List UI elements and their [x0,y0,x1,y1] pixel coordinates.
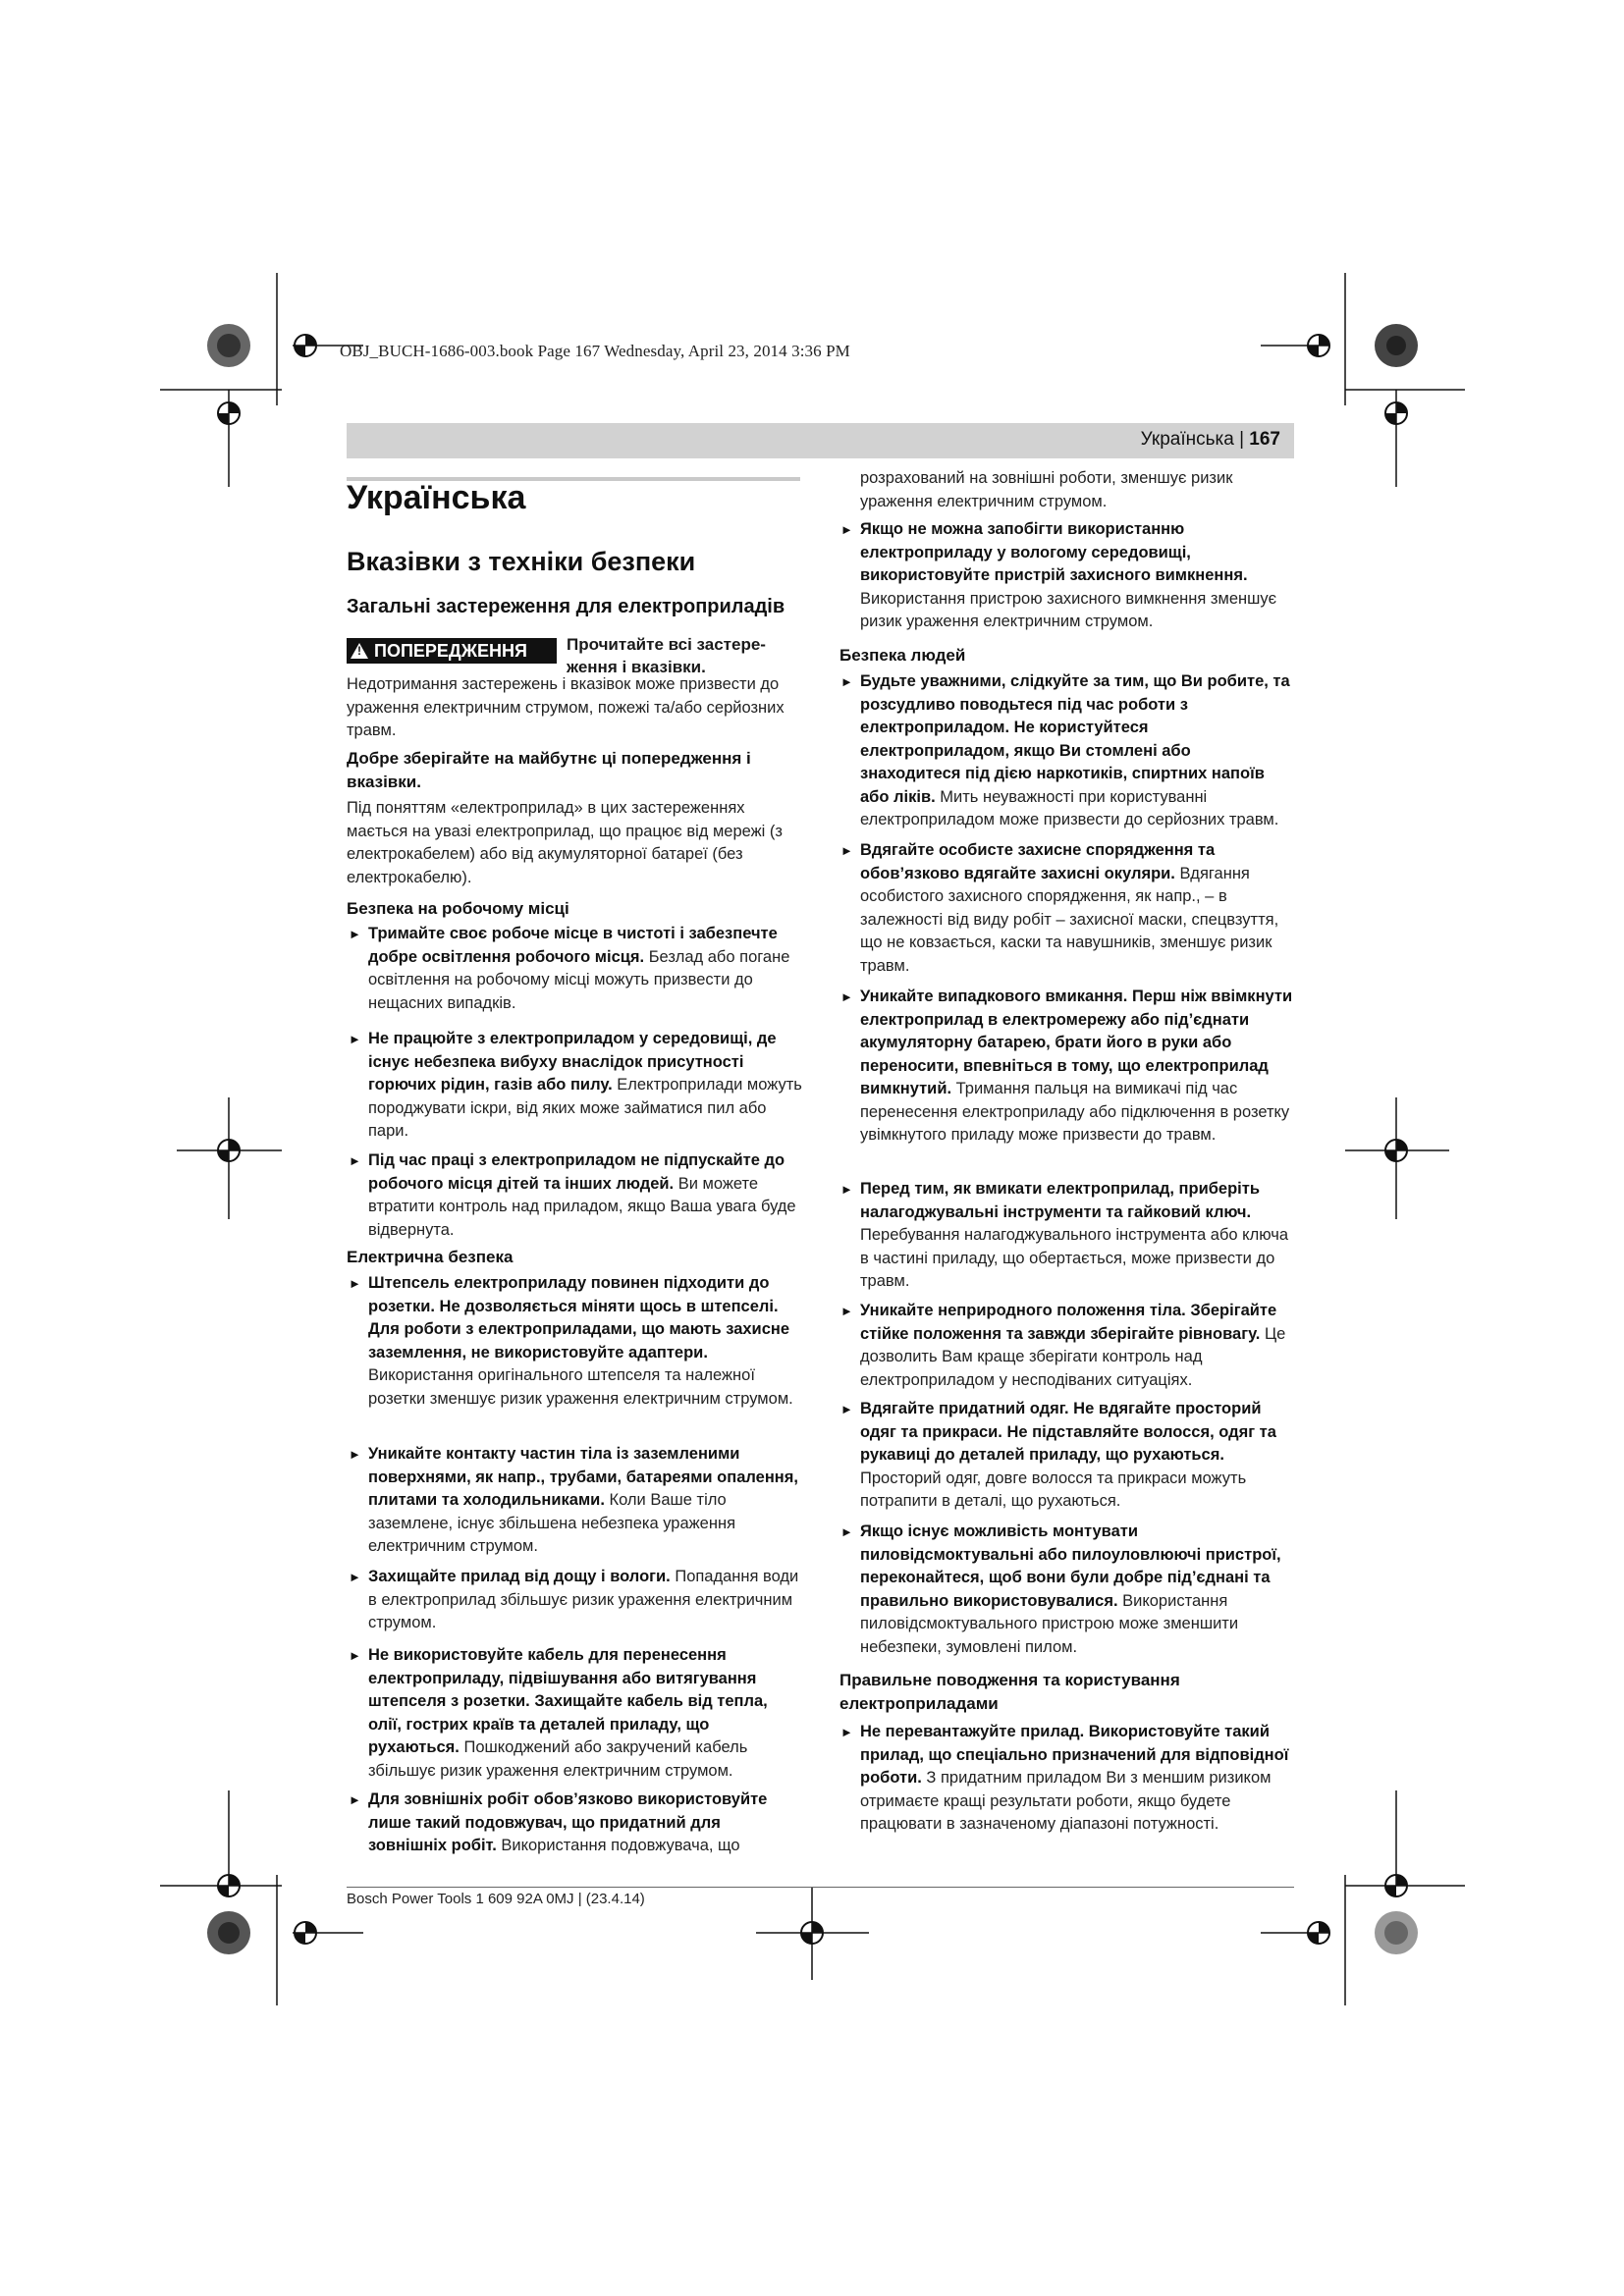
page-title: Українська [347,479,526,516]
item-bold: Уникайте неприродного положення тіла. Зберігайте стійке положення та завжди зберігайте рівновагу. [860,1302,1277,1343]
list-item [840,1521,1294,1659]
item-bold: Вдягайте придатний одяг. Не вдягайте просторий одяг та прикраси. Не підставляйте волосся, одяг та рукавиці до деталей приладу, що рухаються. [860,1400,1276,1464]
item-text: Це дозволить Вам краще зберігати контроль над електроприладом у несподіваних ситуаціях. [860,1324,1286,1389]
item-text: Електроприлади можуть породжувати іскри, від яких може займатися пил або пари. [368,1076,802,1140]
item-text: Тримання пальця на вимикачі під час перенесення електроприладу або підключення в розетку увімкнутого приладу може призвести до травм. [860,1080,1290,1144]
item-text: Просторий одяг, довге волосся та прикраси можуть потрапити в деталі, що рухаються. [860,1468,1247,1510]
item-bold: Не використовуйте кабель для перенесення електроприладу, підвішування або витягування штепселя з розетки. Захищайте кабель від тепла, олії, гострих країв та деталей приладу, що рухаються. [368,1646,768,1756]
item-text: Використання пристрою захисного вимкнення зменшує ризик ураження електричним струмом. [860,589,1277,630]
file-info-line: OBJ_BUCH-1686-003.book Page 167 Wednesday, April 23, 2014 3:36 PM [340,342,850,360]
item-bold: Уникайте контакту частин тіла із заземленими поверхнями, як напр., трубами, батареями опалення, плитами та холодильниками. [368,1445,798,1509]
item-bold: Будьте уважними, слідкуйте за тим, що Ви робите, та розсудливо поводьтеся під час роботи з електроприладом. Не користуйтеся електроприладом, якщо Ви стомлені або знаходитеся під дією наркотиків, спиртних напоїв або ліків. [860,672,1290,806]
footer-rule [347,1887,1294,1888]
list-item [349,1028,802,1144]
list-item [349,923,802,1015]
list-item [840,1178,1294,1294]
intro-paragraph: Недотримання застережень і вказівок може призвести до ураження електричним струмом, пожежі та/або серйозних травм. [347,675,785,739]
handling-heading: Правильне поводження та користування електроприладами [839,1671,1180,1713]
keep-instructions-heading: Добре зберігайте на майбутнє ці попередження і вказівки. [347,749,751,791]
item-bold: Не працюйте з електроприладом у середовищі, де існує небезпека вибуху внаслідок присутності горючих рідин, газів або пилу. [368,1030,777,1094]
item-text: Пошкоджений або закручений кабель збільшує ризик ураження електричним струмом. [368,1738,748,1780]
item-text: Мить неуважності при користуванні електроприладом може призвести до серйозних травм. [860,787,1279,828]
page-header [1141,429,1280,451]
item-text: Попадання води в електроприлад збільшує ризик ураження електричним струмом. [368,1568,799,1631]
warning-badge [347,638,557,664]
list-item [349,1272,802,1411]
item-text: Використання подовжувача, що [496,1837,740,1854]
item-text: Перебування налагоджувального інструмента або ключа в частині приладу, що обертається, може призвести до травм. [860,1226,1289,1290]
item-bold: Тримайте своє робоче місце в чистоті і забезпечте добре освітлення робочого місця. [368,925,778,966]
item-text: Безлад або погане освітлення на робочому місці можуть призвести до нещасних випадків. [368,947,790,1012]
list-item [349,1644,802,1783]
list-item [349,1149,802,1242]
list-item [840,986,1294,1148]
personal-safety-heading: Безпека людей [839,646,966,665]
list-item [840,839,1294,978]
warning-label: ПОПЕРЕДЖЕННЯ [374,641,527,661]
item-bold: Для зовнішніх робіт обов’язково використовуйте лише такий подовжувач, що придатний для зовнішніх робіт. [368,1790,768,1854]
warning-icon [351,643,368,659]
warning-text: Прочитайте всі застере- ження і вказівки. [567,635,766,676]
item-bold: Вдягайте особисте захисне спорядження та обов’язково вдягайте захисні окуляри. [860,841,1216,882]
item-bold: Перед тим, як вмикати електроприлад, приберіть налагоджувальні інструменти та гайковий ключ. [860,1180,1260,1221]
list-item [349,1443,802,1559]
page-footer: Bosch Power Tools 1 609 92A 0MJ | (23.4.14) [347,1891,645,1907]
electrical-safety-heading: Електрична безпека [347,1248,514,1266]
item-text: Вдягання особистого захисного спорядження, як напр., – в залежності від виду робіт – захисної маски, спецвзуття, що не ковзається, каски та навушників, зменшує ризик травм. [860,864,1279,975]
item-bold: Уникайте випадкового вмикання. Перш ніж ввімкнути електроприлад в електромережу або під’єднати акумуляторну батарею, брати його в руки або переносити, впевніться в тому, що електроприлад вимкнутий. [860,988,1293,1097]
continued-paragraph: розрахований на зовнішні роботи, зменшує ризик ураження електричним струмом. [860,469,1233,510]
list-item [840,1300,1294,1392]
list-item [840,670,1294,832]
list-item [840,1398,1294,1514]
page-header-band [347,423,1294,458]
header-language: Українська | [1140,429,1250,450]
item-bold: Не перевантажуйте прилад. Використовуйте такий прилад, що спеціально призначений для відповідної роботи. [860,1723,1289,1787]
item-bold: Захищайте прилад від дощу і вологи. [368,1568,671,1585]
list-item [349,1789,802,1858]
item-bold: Під час праці з електроприладом не підпускайте до робочого місця дітей та інших людей. [368,1151,785,1193]
list-item [349,1566,802,1635]
page-number: 167 [1249,429,1280,450]
list-item [840,518,1294,634]
item-bold: Штепсель електроприладу повинен підходити до розетки. Не дозволяється міняти щось в штепселі. Для роботи з електроприладами, що мають захисне заземлення, не використовуйте адаптери. [368,1274,790,1362]
item-text: Використання пиловідсмоктувального пристрою може зменшити небезпеки, зумовлені пилом. [860,1591,1239,1656]
item-text: З придатним приладом Ви з меншим ризиком отримаєте кращі результати роботи, якщо будете працювати в зазначеному діапазоні потужності. [860,1769,1272,1833]
item-bold: Якщо не можна запобігти використанню електроприладу у вологому середовищі, використовуйте пристрій захисного вимкнення. [860,520,1248,584]
work-area-heading: Безпека на робочому місці [347,899,569,918]
subsection-heading: Загальні застереження для електроприладів [347,596,785,617]
item-text: Використання оригінального штепселя та належної розетки зменшує ризик ураження електричним струмом. [368,1366,793,1408]
definition-paragraph: Під поняттям «електроприлад» в цих застереженнях мається на увазі електроприлад, що працює від мережі (з електрокабелем) або від акумуляторної батареї (без електрокабелю). [347,799,783,886]
item-text: Ви можете втратити контроль над приладом, якщо Ваша увага буде відвернута. [368,1174,796,1239]
item-text: Коли Ваше тіло заземлене, існує збільшена небезпека ураження електричним струмом. [368,1491,735,1555]
list-item [840,1721,1294,1837]
section-heading: Вказівки з техніки безпеки [347,547,696,576]
item-bold: Якщо існує можливість монтувати пиловідсмоктувальні або пилоуловлюючі пристрої, переконайтеся, щоб вони були добре під’єднані та правильно використовувалися. [860,1522,1281,1610]
